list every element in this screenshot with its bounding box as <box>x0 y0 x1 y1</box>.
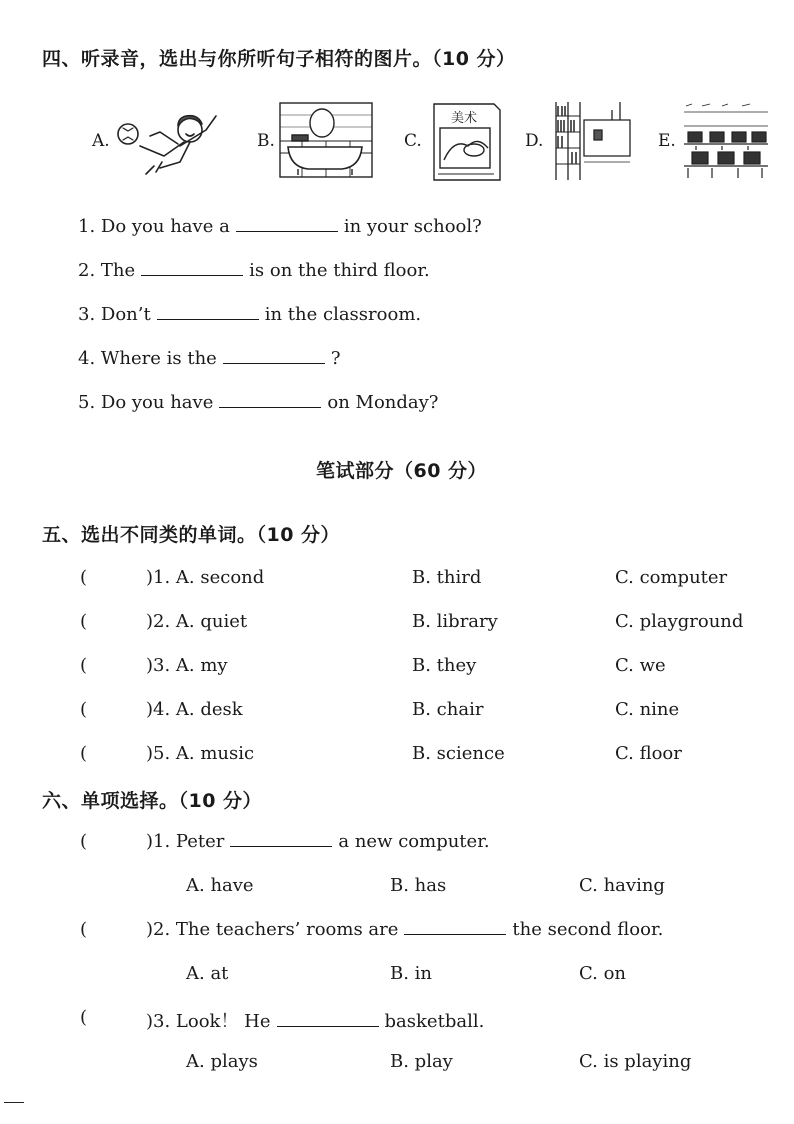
sentence-4-after: ? <box>330 348 341 369</box>
bathroom-bathtub-icon <box>278 101 374 179</box>
s6-q3-option-c: C. is playing <box>579 1051 692 1072</box>
s5-q3-option-b: B. they <box>412 655 477 676</box>
s6-q3-option-b: B. play <box>390 1051 453 1072</box>
sentence-1-before: 1. Do you have a <box>78 216 230 237</box>
answer-paren[interactable]: ( <box>80 919 88 940</box>
picture-e-label: E. <box>658 131 676 151</box>
answer-paren[interactable]: ( <box>80 655 88 676</box>
answer-blank[interactable] <box>223 362 325 364</box>
s6-q3-after: basketball. <box>384 1011 485 1032</box>
answer-blank[interactable] <box>230 845 332 847</box>
s5-q5-option-c: C. floor <box>615 743 682 764</box>
s6-q1-option-b: B. has <box>390 875 447 896</box>
boy-kicking-ball-icon <box>114 106 224 178</box>
listening-sentence-4 <box>78 348 340 369</box>
s6-q3-stem <box>146 1007 484 1033</box>
board-text: 美术 <box>450 111 478 126</box>
picture-a-label: A. <box>92 131 110 151</box>
s5-q2-option-b: B. library <box>412 611 498 632</box>
s6-q2-option-b: B. in <box>390 963 433 984</box>
s5-q4-option-c: C. nine <box>615 699 680 720</box>
answer-paren[interactable]: ( <box>80 743 88 764</box>
page-edge-mark <box>4 1102 24 1103</box>
answer-blank[interactable] <box>141 274 243 276</box>
sentence-3-after: in the classroom. <box>264 304 422 325</box>
listening-sentence-5 <box>78 392 438 413</box>
picture-c-label: C. <box>404 131 422 151</box>
s5-q1-option-c: C. computer <box>615 567 728 588</box>
s6-q2-before: )2. The teachers’ rooms are <box>146 919 399 940</box>
s5-q1-option-b: B. third <box>412 567 482 588</box>
answer-paren[interactable]: ( <box>80 699 88 720</box>
library-room-icon <box>554 100 634 182</box>
sentence-1-after: in your school? <box>343 216 482 237</box>
answer-paren[interactable]: ( <box>80 567 88 588</box>
art-room-board-icon <box>430 102 502 182</box>
s6-q2-option-c: C. on <box>579 963 627 984</box>
s6-q1-before: )1. Peter <box>146 831 225 852</box>
section-4-title: 四、听录音，选出与你所听句子相符的图片。（10 分） <box>42 48 516 70</box>
picture-d-label: D. <box>525 131 544 151</box>
sentence-2-before: 2. The <box>78 260 136 281</box>
answer-blank[interactable] <box>404 933 506 935</box>
s5-q2-option-a: )2. A. quiet <box>146 611 248 632</box>
written-part-title: 笔试部分（60 分） <box>316 460 488 482</box>
s6-q1-option-a: A. have <box>186 875 254 896</box>
answer-blank[interactable] <box>236 230 338 232</box>
listening-sentence-1 <box>78 216 482 237</box>
sentence-5-after: on Monday? <box>327 392 439 413</box>
s5-q4-option-a: )4. A. desk <box>146 699 243 720</box>
sentence-2-after: is on the third floor. <box>249 260 430 281</box>
s6-q1-stem <box>146 831 490 852</box>
answer-blank[interactable] <box>157 318 259 320</box>
listening-sentence-2 <box>78 260 430 281</box>
sentence-4-before: 4. Where is the <box>78 348 217 369</box>
s6-q2-after: the second floor. <box>512 919 664 940</box>
answer-paren[interactable]: ( <box>80 831 88 852</box>
listening-sentence-3 <box>78 304 421 325</box>
section-6-title: 六、单项选择。（10 分） <box>42 790 263 812</box>
answer-paren[interactable]: ( <box>80 611 88 632</box>
s5-q3-option-c: C. we <box>615 655 666 676</box>
computer-room-icon <box>682 102 770 180</box>
s6-q2-option-a: A. at <box>186 963 229 984</box>
s6-q1-after: a new computer. <box>338 831 490 852</box>
s5-q1-option-a: )1. A. second <box>146 567 265 588</box>
s6-q3-option-a: A. plays <box>186 1051 258 1072</box>
s5-q4-option-b: B. chair <box>412 699 484 720</box>
s6-q2-stem <box>146 919 663 940</box>
picture-b-label: B. <box>257 131 275 151</box>
sentence-3-before: 3. Don’t <box>78 304 151 325</box>
sentence-5-before: 5. Do you have <box>78 392 214 413</box>
answer-paren[interactable]: ( <box>80 1007 88 1028</box>
section-5-title: 五、选出不同类的单词。（10 分） <box>42 524 341 546</box>
s5-q5-option-a: )5. A. music <box>146 743 255 764</box>
s6-q3-before: )3. Look！ He <box>146 1011 271 1032</box>
s5-q5-option-b: B. science <box>412 743 505 764</box>
s6-q1-option-c: C. having <box>579 875 665 896</box>
answer-blank[interactable] <box>219 406 321 408</box>
s5-q2-option-c: C. playground <box>615 611 744 632</box>
s5-q3-option-a: )3. A. my <box>146 655 228 676</box>
answer-blank[interactable] <box>277 1025 379 1027</box>
